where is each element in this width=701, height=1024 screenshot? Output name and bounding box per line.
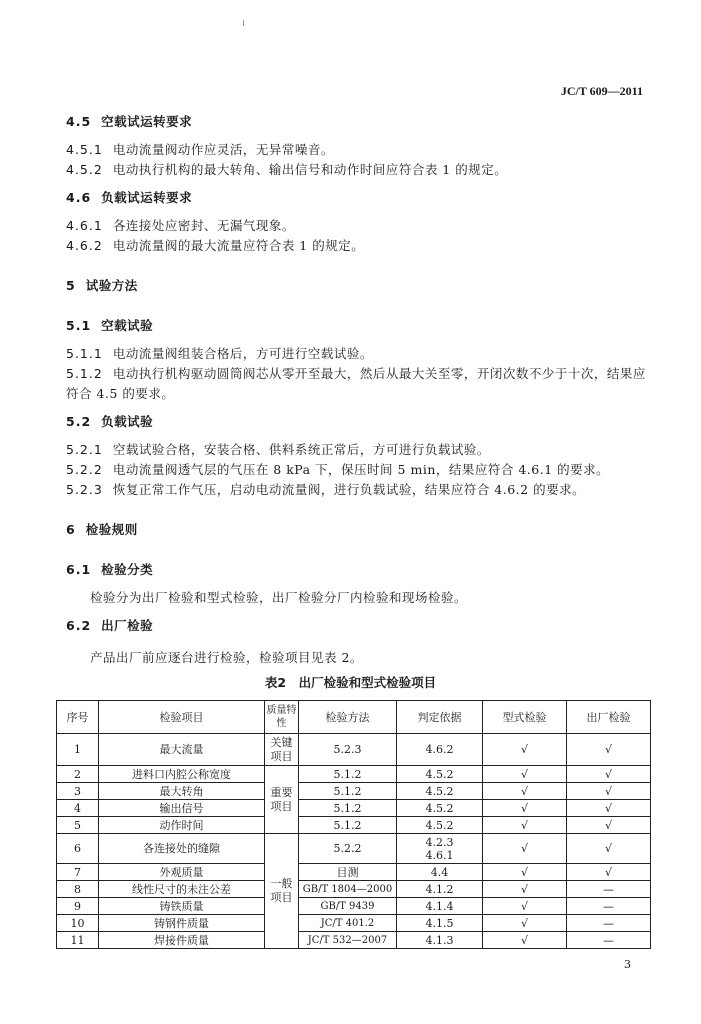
line-text: 负载试验 bbox=[101, 414, 154, 429]
paragraph-line bbox=[66, 480, 585, 498]
section-number: 5.2 bbox=[66, 414, 92, 429]
header-cell: 检验方法 bbox=[299, 701, 397, 734]
line-text: 空载试验 bbox=[101, 318, 154, 333]
cell-method: JC/T 401.2 bbox=[299, 915, 397, 932]
paragraph-line bbox=[66, 384, 174, 402]
section-number: 6.2 bbox=[66, 618, 92, 633]
section-heading bbox=[66, 412, 153, 430]
line-text: 空载试验合格，安装合格、供料系统正常后，方可进行负载试验。 bbox=[112, 442, 490, 457]
cell-type-check: √ bbox=[483, 898, 567, 915]
cell-item: 最大转角 bbox=[99, 783, 265, 800]
cell-no: 10 bbox=[57, 915, 99, 932]
cell-item: 铸钢件质量 bbox=[99, 915, 265, 932]
cell-item: 进料口内腔公称宽度 bbox=[99, 766, 265, 783]
cell-method: GB/T 9439 bbox=[299, 898, 397, 915]
paragraph-line bbox=[90, 588, 467, 606]
cell-factory-check: √ bbox=[567, 800, 651, 817]
cell-method: 目测 bbox=[299, 864, 397, 881]
line-text: 恢复正常工作气压，启动电动流量阀，进行负载试验，结果应符合 4.6.2 的要求。 bbox=[112, 482, 586, 497]
cell-item: 焊接件质量 bbox=[99, 932, 265, 949]
line-text: 空载试运转要求 bbox=[101, 114, 193, 129]
header-cell: 判定依据 bbox=[397, 701, 483, 734]
cell-no: 8 bbox=[57, 881, 99, 898]
cell-item: 动作时间 bbox=[99, 817, 265, 834]
cell-item: 铸铁质量 bbox=[99, 898, 265, 915]
cell-method: GB/T 1804—2000 bbox=[299, 881, 397, 898]
cell-basis: 4.5.2 bbox=[397, 766, 483, 783]
cell-factory-check: — bbox=[567, 898, 651, 915]
cell-factory-check: √ bbox=[567, 734, 651, 766]
cell-no: 9 bbox=[57, 898, 99, 915]
cell-basis: 4.6.2 bbox=[397, 734, 483, 766]
section-heading bbox=[66, 112, 192, 130]
table-row bbox=[57, 734, 651, 766]
paragraph-line bbox=[66, 344, 373, 362]
cell-quality-important: 重要 项目 bbox=[265, 766, 299, 834]
cell-basis: 4.5.2 bbox=[397, 817, 483, 834]
section-number: 5.1 bbox=[66, 318, 92, 333]
cell-no: 4 bbox=[57, 800, 99, 817]
table-row bbox=[57, 864, 651, 881]
cell-item: 输出信号 bbox=[99, 800, 265, 817]
cell-basis: 4.1.2 bbox=[397, 881, 483, 898]
cell-factory-check: √ bbox=[567, 783, 651, 800]
line-text: 电动流量阀组装合格后，方可进行空载试验。 bbox=[112, 346, 373, 361]
cell-method: 5.1.2 bbox=[299, 800, 397, 817]
cell-type-check: √ bbox=[483, 932, 567, 949]
line-text: 电动执行机构驱动圆筒阀芯从零开至最大，然后从最大关至零，开闭次数不少于十次，结果应 bbox=[112, 366, 646, 381]
section-number: 4.6 bbox=[66, 190, 92, 205]
cell-no: 11 bbox=[57, 932, 99, 949]
line-text: 出厂检验 bbox=[101, 618, 154, 633]
table-row bbox=[57, 915, 651, 932]
standard-id: JC/T 609—2011 bbox=[560, 84, 643, 98]
cell-method: 5.2.2 bbox=[299, 834, 397, 864]
line-text: 电动执行机构的最大转角、输出信号和动作时间应符合表 1 的规定。 bbox=[112, 162, 508, 177]
cell-no: 6 bbox=[57, 834, 99, 864]
line-text: 检验规则 bbox=[85, 522, 138, 537]
cell-factory-check: √ bbox=[567, 864, 651, 881]
cell-factory-check: √ bbox=[567, 766, 651, 783]
scan-mark bbox=[243, 20, 244, 26]
line-text: 负载试运转要求 bbox=[101, 190, 193, 205]
table-caption: 表2 出厂检验和型式检验项目 bbox=[264, 675, 437, 690]
line-text: 电动流量阀透气层的气压在 8 kPa 下，保压时间 5 min，结果应符合 4.6.1 的要求。 bbox=[112, 462, 610, 477]
table-row bbox=[57, 932, 651, 949]
cell-basis: 4.5.2 bbox=[397, 800, 483, 817]
cell-basis: 4.1.3 bbox=[397, 932, 483, 949]
line-text: 检验分为出厂检验和型式检验，出厂检验分厂内检验和现场检验。 bbox=[90, 590, 468, 605]
paragraph-line bbox=[66, 216, 295, 234]
section-number: 4.5.2 bbox=[66, 162, 103, 177]
section-heading bbox=[66, 188, 192, 206]
cell-type-check: √ bbox=[483, 864, 567, 881]
section-number: 6.1 bbox=[66, 562, 92, 577]
page-number: 3 bbox=[624, 958, 631, 971]
line-text: 产品出厂前应逐台进行检验，检验项目见表 2。 bbox=[90, 650, 363, 665]
cell-factory-check: √ bbox=[567, 834, 651, 864]
cell-factory-check: — bbox=[567, 932, 651, 949]
cell-method: 5.1.2 bbox=[299, 766, 397, 783]
section-number: 5.2.3 bbox=[66, 482, 103, 497]
cell-factory-check: — bbox=[567, 881, 651, 898]
cell-quality-general: 一般 项目 bbox=[265, 834, 299, 949]
section-heading bbox=[66, 520, 138, 538]
section-heading bbox=[66, 316, 153, 334]
section-number: 5.2.2 bbox=[66, 462, 103, 477]
cell-type-check: √ bbox=[483, 817, 567, 834]
header-cell: 质量特性 bbox=[265, 701, 299, 734]
section-number: 4.6.1 bbox=[66, 218, 103, 233]
cell-item: 各连接处的缝隙 bbox=[99, 834, 265, 864]
cell-method: 5.1.2 bbox=[299, 817, 397, 834]
table-row bbox=[57, 766, 651, 783]
cell-item: 最大流量 bbox=[99, 734, 265, 766]
inspection-table bbox=[56, 700, 651, 949]
cell-basis: 4.1.5 bbox=[397, 915, 483, 932]
section-number: 6 bbox=[66, 522, 76, 537]
table-row bbox=[57, 898, 651, 915]
paragraph-line bbox=[66, 140, 334, 158]
paragraph-line bbox=[66, 236, 364, 254]
cell-quality-key: 关键 项目 bbox=[265, 734, 299, 766]
cell-basis: 4.5.2 bbox=[397, 783, 483, 800]
cell-item: 线性尺寸的未注公差 bbox=[99, 881, 265, 898]
table-header-row bbox=[57, 701, 651, 734]
header-cell: 检验项目 bbox=[99, 701, 265, 734]
table-row bbox=[57, 881, 651, 898]
line-text: 各连接处应密封、无漏气现象。 bbox=[112, 218, 295, 233]
cell-no: 7 bbox=[57, 864, 99, 881]
header-cell: 出厂检验 bbox=[567, 701, 651, 734]
cell-type-check: √ bbox=[483, 766, 567, 783]
cell-basis: 4.2.3 4.6.1 bbox=[397, 834, 483, 864]
cell-no: 1 bbox=[57, 734, 99, 766]
cell-basis: 4.4 bbox=[397, 864, 483, 881]
table-row bbox=[57, 783, 651, 800]
table-row bbox=[57, 817, 651, 834]
paragraph-line bbox=[66, 440, 490, 458]
section-heading bbox=[66, 616, 153, 634]
line-text: 试验方法 bbox=[85, 278, 138, 293]
section-heading bbox=[66, 560, 153, 578]
table-row bbox=[57, 834, 651, 864]
paragraph-line bbox=[90, 648, 363, 666]
section-number: 5 bbox=[66, 278, 76, 293]
section-number: 4.6.2 bbox=[66, 238, 103, 253]
section-number: 5.2.1 bbox=[66, 442, 103, 457]
cell-type-check: √ bbox=[483, 834, 567, 864]
line-text: 符合 4.5 的要求。 bbox=[66, 386, 175, 401]
cell-no: 2 bbox=[57, 766, 99, 783]
cell-method: 5.1.2 bbox=[299, 783, 397, 800]
section-number: 4.5 bbox=[66, 114, 92, 129]
cell-factory-check: — bbox=[567, 915, 651, 932]
header-cell: 序号 bbox=[57, 701, 99, 734]
cell-type-check: √ bbox=[483, 783, 567, 800]
section-number: 4.5.1 bbox=[66, 142, 103, 157]
cell-type-check: √ bbox=[483, 734, 567, 766]
cell-type-check: √ bbox=[483, 915, 567, 932]
paragraph-line bbox=[66, 460, 609, 478]
cell-factory-check: √ bbox=[567, 817, 651, 834]
cell-method: 5.2.3 bbox=[299, 734, 397, 766]
line-text: 电动流量阀的最大流量应符合表 1 的规定。 bbox=[112, 238, 365, 253]
cell-type-check: √ bbox=[483, 800, 567, 817]
cell-no: 5 bbox=[57, 817, 99, 834]
line-text: 检验分类 bbox=[101, 562, 154, 577]
table-row bbox=[57, 800, 651, 817]
line-text: 电动流量阀动作应灵活，无异常噪音。 bbox=[112, 142, 334, 157]
section-number: 5.1.2 bbox=[66, 366, 103, 381]
paragraph-line bbox=[66, 160, 507, 178]
cell-no: 3 bbox=[57, 783, 99, 800]
cell-method: JC/T 532—2007 bbox=[299, 932, 397, 949]
section-heading bbox=[66, 276, 138, 294]
section-number: 5.1.1 bbox=[66, 346, 103, 361]
cell-basis: 4.1.4 bbox=[397, 898, 483, 915]
cell-type-check: √ bbox=[483, 881, 567, 898]
header-cell: 型式检验 bbox=[483, 701, 567, 734]
cell-item: 外观质量 bbox=[99, 864, 265, 881]
paragraph-line bbox=[66, 364, 646, 382]
